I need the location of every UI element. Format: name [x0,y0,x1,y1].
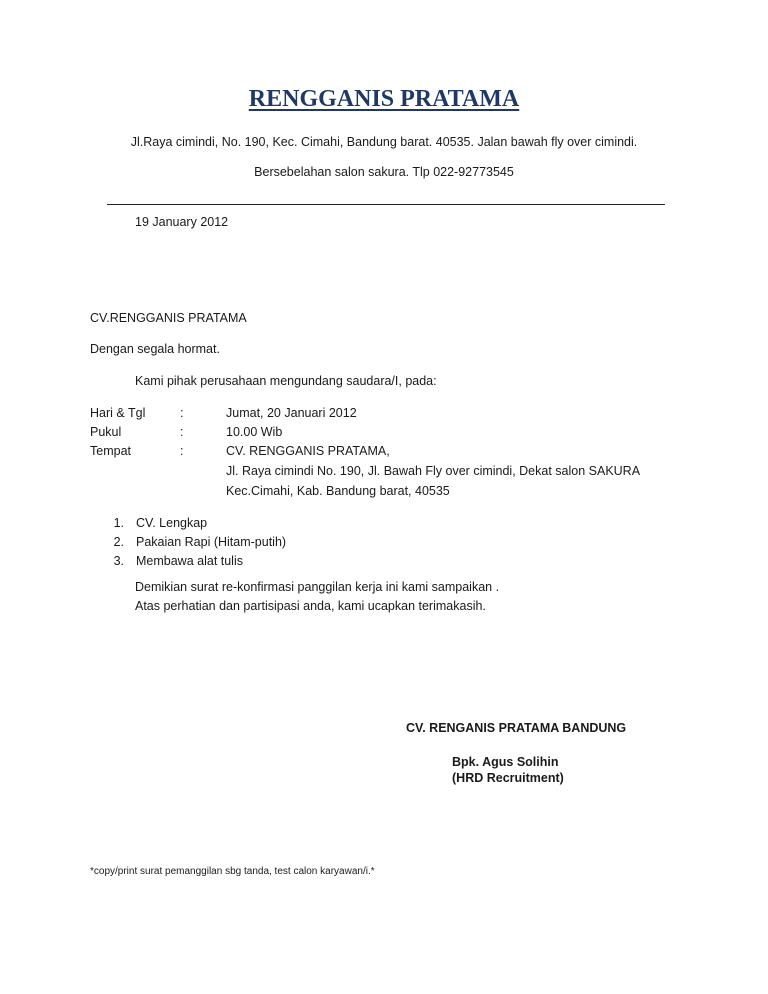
list-number: 3. [113,554,124,568]
detail-label-place: Tempat [90,444,131,458]
signature-name: Bpk. Agus Solihin [452,755,559,769]
closing-line1: Demikian surat re-konfirmasi panggilan kerja ini kami sampaikan . [135,580,500,594]
letterhead-divider [107,204,665,205]
letterhead-address-line1: Jl.Raya cimindi, No. 190, Kec. Cimahi, Bandung barat. 40535. Jalan bawah fly over cimindi. [130,135,638,149]
list-number: 1. [113,516,124,530]
letter-greeting: Dengan segala hormat. [90,342,220,356]
detail-value-date: Jumat, 20 Januari 2012 [226,406,357,420]
closing-line2: Atas perhatian dan partisipasi anda, kami ucapkan terimakasih. [135,599,486,613]
letterhead-address-line2: Bersebelahan salon sakura. Tlp 022-92773545 [254,165,514,179]
list-number: 2. [113,535,124,549]
signature-company: CV. RENGANIS PRATAMA BANDUNG [406,721,627,735]
detail-value-time: 10.00 Wib [226,425,283,439]
footnote: *copy/print surat pemanggilan sbg tanda, test calon karyawan/i.* [90,866,375,877]
detail-label-time: Pukul [90,425,122,439]
letterhead-title: RENGGANIS PRATAMA [248,86,520,112]
detail-colon: : [180,444,184,458]
detail-value-place-address: Jl. Raya cimindi No. 190, Jl. Bawah Fly over cimindi, Dekat salon SAKURA [226,464,641,478]
list-text: CV. Lengkap [136,516,208,530]
detail-colon: : [180,425,184,439]
signature-role: (HRD Recruitment) [452,771,564,785]
list-text: Membawa alat tulis [136,554,243,568]
detail-value-place: CV. RENGGANIS PRATAMA, [226,444,390,458]
detail-value-place-district: Kec.Cimahi, Kab. Bandung barat, 40535 [226,484,450,498]
list-text: Pakaian Rapi (Hitam-putih) [136,535,287,549]
letter-intro: Kami pihak perusahaan mengundang saudara/I, pada: [135,374,437,388]
detail-colon: : [180,406,184,420]
letter-date: 19 January 2012 [135,215,229,229]
letter-recipient: CV.RENGGANIS PRATAMA [90,311,247,325]
detail-label-date: Hari & Tgl [90,406,146,420]
